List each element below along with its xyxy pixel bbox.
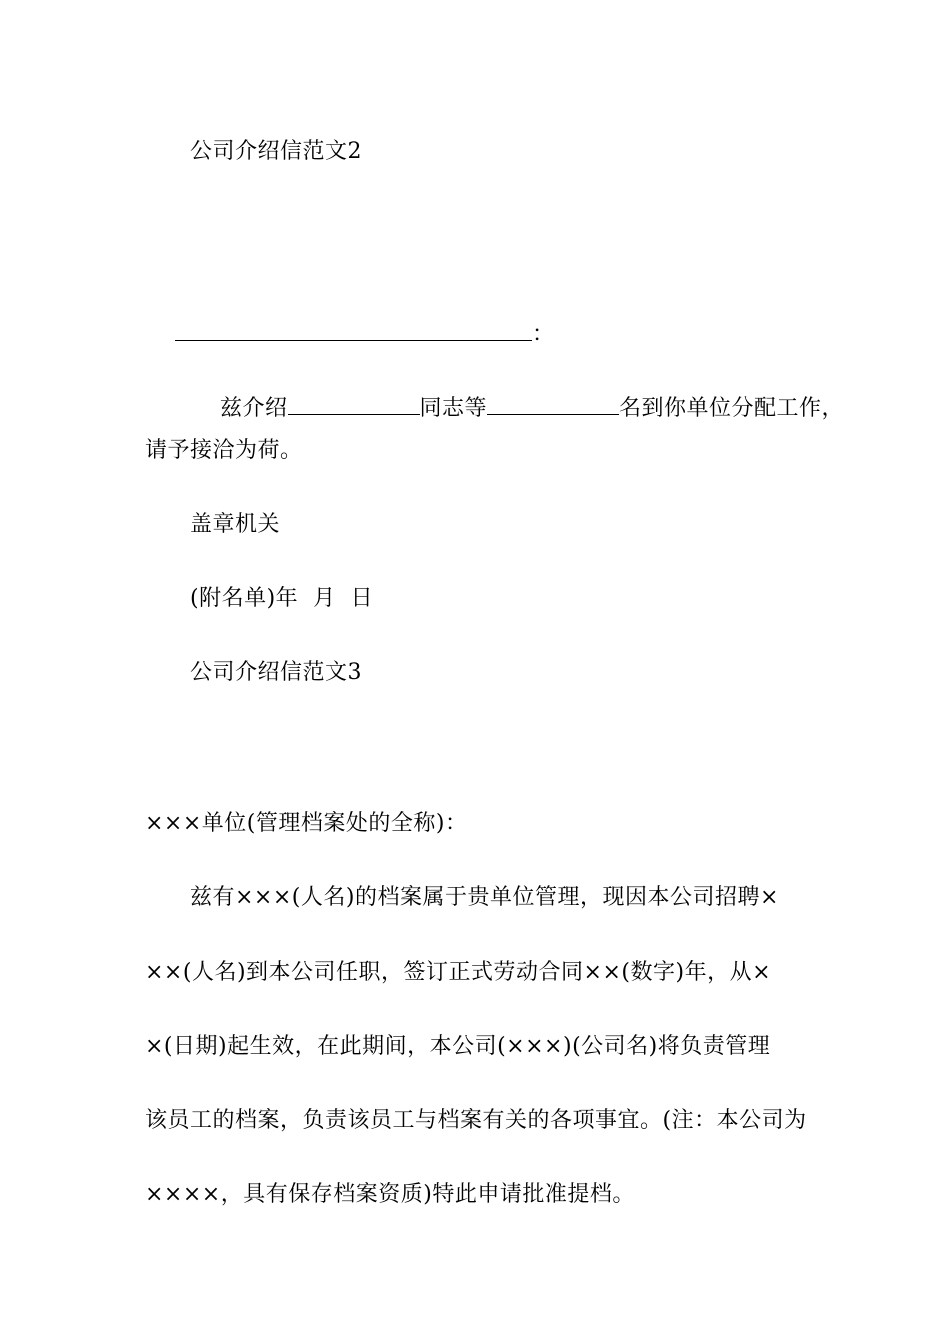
section-heading-2: 公司介绍信范文2 [190, 139, 362, 164]
body-3-line-5: ××××，具有保存档案资质)特此申请批准提档。 [145, 1182, 635, 1207]
count-blank [487, 392, 619, 415]
intro-paragraph-line-2: 请予接洽为荷。 [145, 438, 303, 463]
intro-mid: 同志等 [419, 396, 488, 421]
body-3-line-3: ×(日期)起生效，在此期间，本公司(×××)(公司名)将负责管理 [145, 1034, 771, 1059]
name-blank [288, 392, 420, 415]
recipient-blank [175, 318, 532, 341]
date-line: (附名单)年 月 日 [190, 586, 374, 611]
intro-prefix: 兹介绍 [219, 396, 288, 421]
intro-suffix: 名到你单位分配工作， [619, 396, 845, 421]
seal-line: 盖章机关 [190, 512, 281, 537]
section-heading-3: 公司介绍信范文3 [190, 660, 362, 685]
recipient-3-line: ×××单位(管理档案处的全称)： [145, 811, 468, 836]
body-3-line-1: 兹有×××(人名)的档案属于贵单位管理，现因本公司招聘× [190, 885, 779, 910]
body-3-line-2: ××(人名)到本公司任职，签订正式劳动合同××(数字)年，从× [145, 960, 772, 985]
body-3-line-4: 该员工的档案，负责该员工与档案有关的各项事宜。(注：本公司为 [145, 1108, 807, 1133]
recipient-colon: ： [531, 322, 555, 347]
